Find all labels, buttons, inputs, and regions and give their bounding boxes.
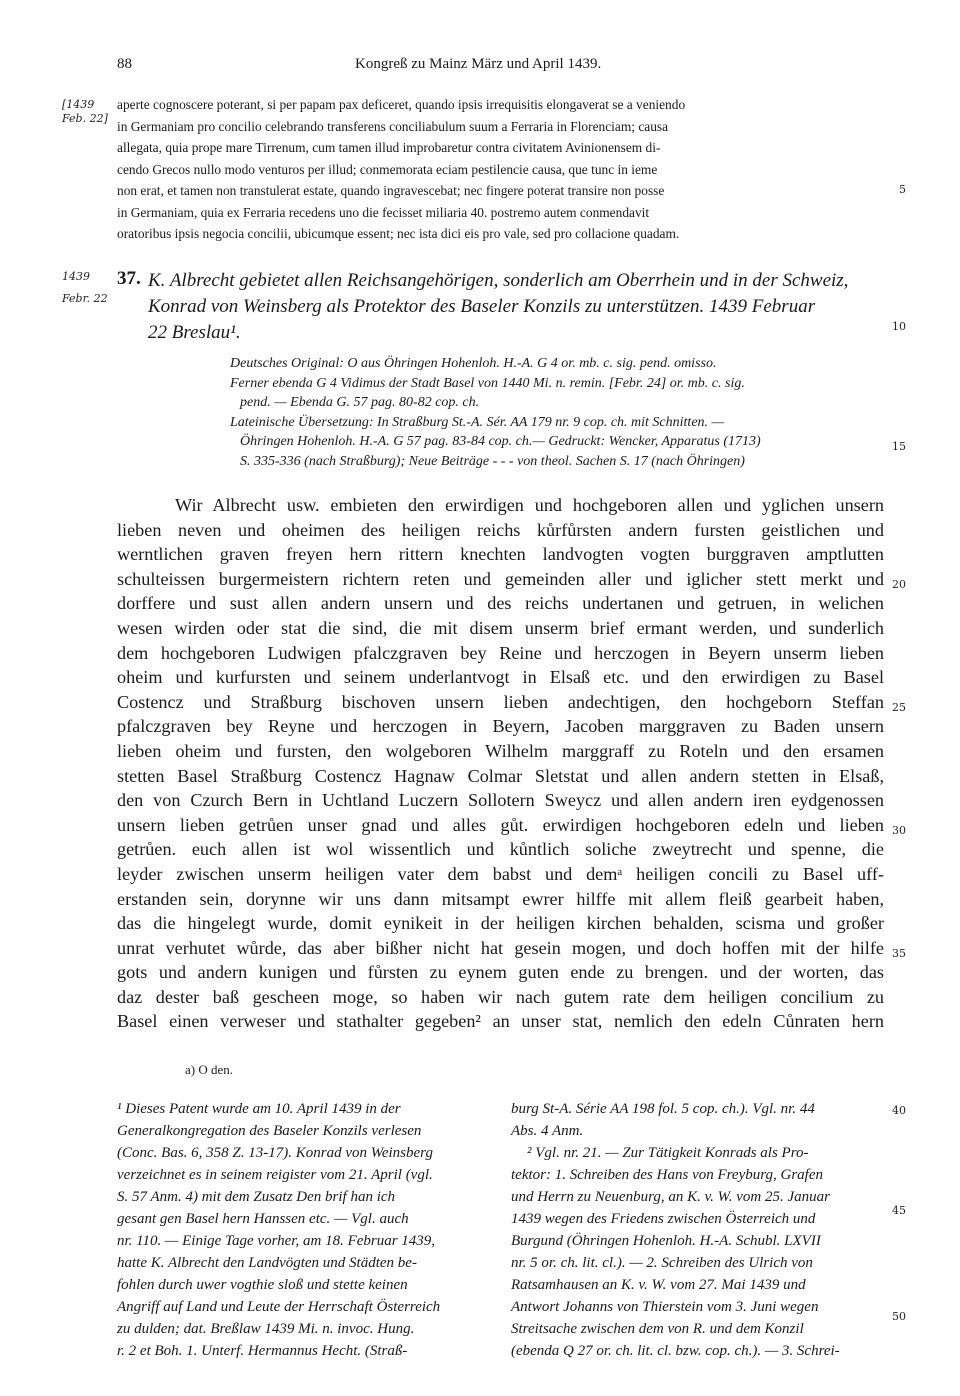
margin-doc-year: 1439 — [62, 270, 90, 283]
body-line: lieben oheim und fursten, den wolgeboren Wilhelm marggraff zu Roteln und den ersamen — [117, 740, 884, 761]
document-number: 37. — [117, 268, 141, 289]
footnote-line: verzeichnet es in seinem reigister vom 21. April (vgl. — [117, 1167, 433, 1183]
document-title — [148, 268, 888, 346]
footnote-line: Burgund (Öhringen Hohenloh. H.-A. Schubl. LXVII — [511, 1233, 821, 1249]
text-line: in Germaniam pro concilio celebrando transferens conciliabulum suum a Ferraria in Florenciam; causa — [117, 118, 669, 134]
footnote-line: zu dulden; dat. Breßlaw 1439 Mi. n. invoc. Hung. — [117, 1321, 415, 1337]
footnote-line: ² Vgl. nr. 21. — Zur Tätigkeit Konrads als Pro- — [527, 1145, 809, 1161]
text-line: non erat, et tamen non transtulerat estate, quando ingravescebat; nec fingere poterat transire non posse — [117, 183, 665, 198]
footnote-line: (ebenda Q 27 or. ch. lit. cl. bzw. cop. ch.). — 3. Schrei- — [511, 1343, 840, 1359]
body-line: den von Czurch Bern in Uchtland Luczern Sollotern Sweycz und allen andern iren eydgenossen — [117, 790, 884, 811]
body-line: leyder zwischen unserm heiligen vater dem babst und demᵃ heiligen concili zu Basel uff- — [117, 863, 884, 884]
source-line: Ferner ebenda G 4 Vidimus der Stadt Basel von 1440 Mi. n. remin. [Febr. 24] or. mb. c. sig. — [230, 375, 745, 391]
body-line: lieben neven und oheimen des heiligen reichs kůrfůrsten andern fursten geistlichen und — [117, 519, 884, 540]
body-line: werntlichen graven freyen hern rittern knechten landvogten vogten burggraven amptlutten — [117, 544, 884, 565]
margin-date-year: [1439 — [62, 98, 95, 111]
page-number: 88 — [117, 56, 132, 72]
footnote-line: Antwort Johanns von Thierstein vom 3. Juni wegen — [511, 1299, 819, 1315]
source-line: Lateinische Übersetzung: In Straßburg St.-A. Sér. AA 179 nr. 9 cop. ch. mit Schnitten. — — [230, 414, 724, 430]
body-line: unsern lieben getrůen unser gnad und alles gůt. erwirdigen hochgeboren edeln und lieben — [117, 814, 884, 835]
body-line: dem hochgeboren Ludwigen pfalczgraven bey Reine und herczogen in Beyern unserm lieben — [117, 642, 884, 663]
margin-date-day: Feb. 22] — [62, 112, 108, 125]
footnote-line: Generalkongregation des Baseler Konzils verlesen — [117, 1123, 422, 1139]
margin-date-top — [62, 98, 108, 126]
body-line: getrůen. euch allen ist wol wissentlich und kůntlich soliche zweytrecht und spenne, die — [117, 839, 884, 860]
source-line: Öhringen Hohenloh. H.-A. G 57 pag. 83-84 cop. ch.— Gedruckt: Wencker, Apparatus (1713) — [240, 434, 761, 450]
footnote-line: (Conc. Bas. 6, 358 Z. 13-17). Konrad von Weinsberg — [117, 1145, 433, 1161]
footnote-line: 1439 wegen des Friedens zwischen Österreich und — [511, 1211, 816, 1227]
latin-paragraph — [117, 94, 884, 245]
footnote-line: r. 2 et Boh. 1. Unterf. Hermannus Hecht. (Straß- — [117, 1343, 408, 1359]
line-number-30: 30 — [892, 824, 906, 837]
line-number-35: 35 — [892, 947, 906, 960]
source-line: pend. — Ebenda G. 57 pag. 80-82 cop. ch. — [240, 395, 480, 411]
body-line: dorffere und sust allen andern unsern und des reichs undertanen und getruen, in welichen — [117, 593, 884, 614]
footnote-line: Abs. 4 Anm. — [511, 1123, 584, 1139]
line-number-20: 20 — [892, 578, 906, 591]
text-line: in Germaniam, quia ex Ferraria recedens uno die fecisset miliaria 40. postremo autem conmendavit — [117, 204, 650, 220]
body-line: Wir Albrecht usw. embieten den erwirdigen und hochgeboren allen und yglichen unsern — [175, 495, 884, 515]
footnote-line: gesant gen Basel hern Hanssen etc. — Vgl. auch — [117, 1211, 409, 1227]
footnote-line: hatte K. Albrecht den Landvögten und Städten be- — [117, 1255, 417, 1271]
margin-doc-day: Febr. 22 — [62, 292, 108, 305]
footnote-line: tektor: 1. Schreiben des Hans von Freyburg, Grafen — [511, 1167, 824, 1183]
text-line: cendo Grecos nullo modo venturos per illud; conmemorata eciam pestilencie causa, que tunc in ieme — [117, 161, 658, 177]
source-line: S. 335-336 (nach Straßburg); Neue Beiträge - - - von theol. Sachen S. 17 (nach Öhringen) — [240, 453, 745, 469]
footnote-line: Angriff auf Land und Leute der Herrschaft Österreich — [117, 1299, 441, 1315]
body-line: Basel einen verweser und stathalter gegeben² an unser stat, nemlich den edeln Cůnraten hern — [117, 1011, 884, 1032]
body-line: unrat verhutet wůrde, das aber bißher nicht hat gesein mogen, und doch hoffen mit der hilfe — [117, 937, 884, 958]
title-line: 22 Breslau¹. — [148, 322, 241, 343]
line-number-15: 15 — [892, 440, 906, 453]
footnotes-left-column — [117, 1098, 487, 1362]
source-line: Deutsches Original: O aus Öhringen Hohenloh. H.-A. G 4 or. mb. c. sig. pend. omisso. — [230, 356, 717, 371]
body-line: schulteissen burgermeistern richtern reten und gemeinden aller und iglicher stett merkt und — [117, 568, 884, 589]
footnotes-right-column — [511, 1098, 881, 1362]
document-body — [117, 493, 884, 1034]
title-line: K. Albrecht gebietet allen Reichsangehörigen, sonderlich am Oberrhein und in der Schweiz, — [148, 270, 849, 291]
body-line: das die hingelegt wurde, domit eynikeit in der heiligen kirchen behalden, scisma und großer — [117, 913, 884, 934]
footnote-line: Streitsache zwischen dem von R. und dem Konzil — [511, 1321, 804, 1337]
footnote-line: fohlen durch uwer vogthie sloß und stette keinen — [117, 1277, 408, 1293]
line-number-25: 25 — [892, 701, 906, 714]
footnote-line: S. 57 Anm. 4) mit dem Zusatz Den brif han ich — [117, 1189, 396, 1205]
apparatus-note: a) O den. — [185, 1062, 234, 1077]
running-title: Kongreß zu Mainz März und April 1439. — [355, 56, 602, 72]
footnote-line: nr. 5 or. ch. lit. cl.). — 2. Schreiben des Ulrich von — [511, 1255, 813, 1271]
text-line: oratoribus ipsis negocia concilii, ubicumque essent; nec ista dici eis pro vale, sed pro collacione quadam. — [117, 226, 680, 241]
footnote-line: burg St-A. Série AA 198 fol. 5 cop. ch.). Vgl. nr. 44 — [511, 1101, 815, 1117]
footnote-line: und Herrn zu Neuenburg, an K. v. W. vom 25. Januar — [511, 1189, 831, 1205]
body-line: gots und andern kunigen und fůrsten zu eynem guten ende zu brengen. und der worten, das — [117, 962, 884, 983]
line-number-50: 50 — [892, 1310, 906, 1323]
title-line: Konrad von Weinsberg als Protektor des Baseler Konzils zu unterstützen. 1439 Februar — [148, 296, 816, 317]
body-line: wesen wirden oder stat die sind, die mit disem unserm brief ermant werden, und sunderlich — [117, 617, 884, 638]
body-line: pfalczgraven bey Reyne und herczogen in Beyern, Jacoben marggraven zu Baden unsern — [117, 716, 884, 737]
body-line: stetten Basel Straßburg Costencz Hagnaw Colmar Sletstat und allen andern stetten in Elsaß, — [117, 765, 884, 786]
line-number-40: 40 — [892, 1104, 906, 1117]
line-number-45: 45 — [892, 1204, 906, 1217]
body-line: erstanden sein, dorynne wir uns dann mitsampt ewrer hilffe mit allem fleiß gearbeit haben, — [117, 888, 884, 909]
footnote-line: ¹ Dieses Patent wurde am 10. April 1439 in der — [117, 1101, 401, 1117]
text-line: aperte cognoscere poterant, si per papam pax deficeret, quando ipsis irrequisitis elongaverat se a veniendo — [117, 97, 686, 112]
text-line: allegata, quia prope mare Tirrenum, cum tamen illud improbaretur contra civitatem Avinionensem di- — [117, 140, 661, 155]
body-line: oheim und kurfursten und seinem underlantvogt in Elsaß etc. und den erwirdigen zu Basel — [117, 667, 884, 688]
line-number-10: 10 — [892, 320, 906, 333]
margin-date-document — [62, 270, 108, 306]
footnote-line: nr. 110. — Einige Tage vorher, am 18. Februar 1439, — [117, 1233, 436, 1249]
source-list — [230, 354, 890, 472]
line-number-5: 5 — [899, 183, 906, 196]
body-line: Costencz und Straßburg bischoven unsern lieben andechtigen, den hochgeborn Steffan — [117, 691, 884, 712]
body-line: daz dester baß gescheen moge, so haben wir nach gutem rate dem heiligen concilium zu — [117, 986, 884, 1007]
footnote-line: Ratsamhausen an K. v. W. vom 27. Mai 1439 und — [511, 1277, 806, 1293]
